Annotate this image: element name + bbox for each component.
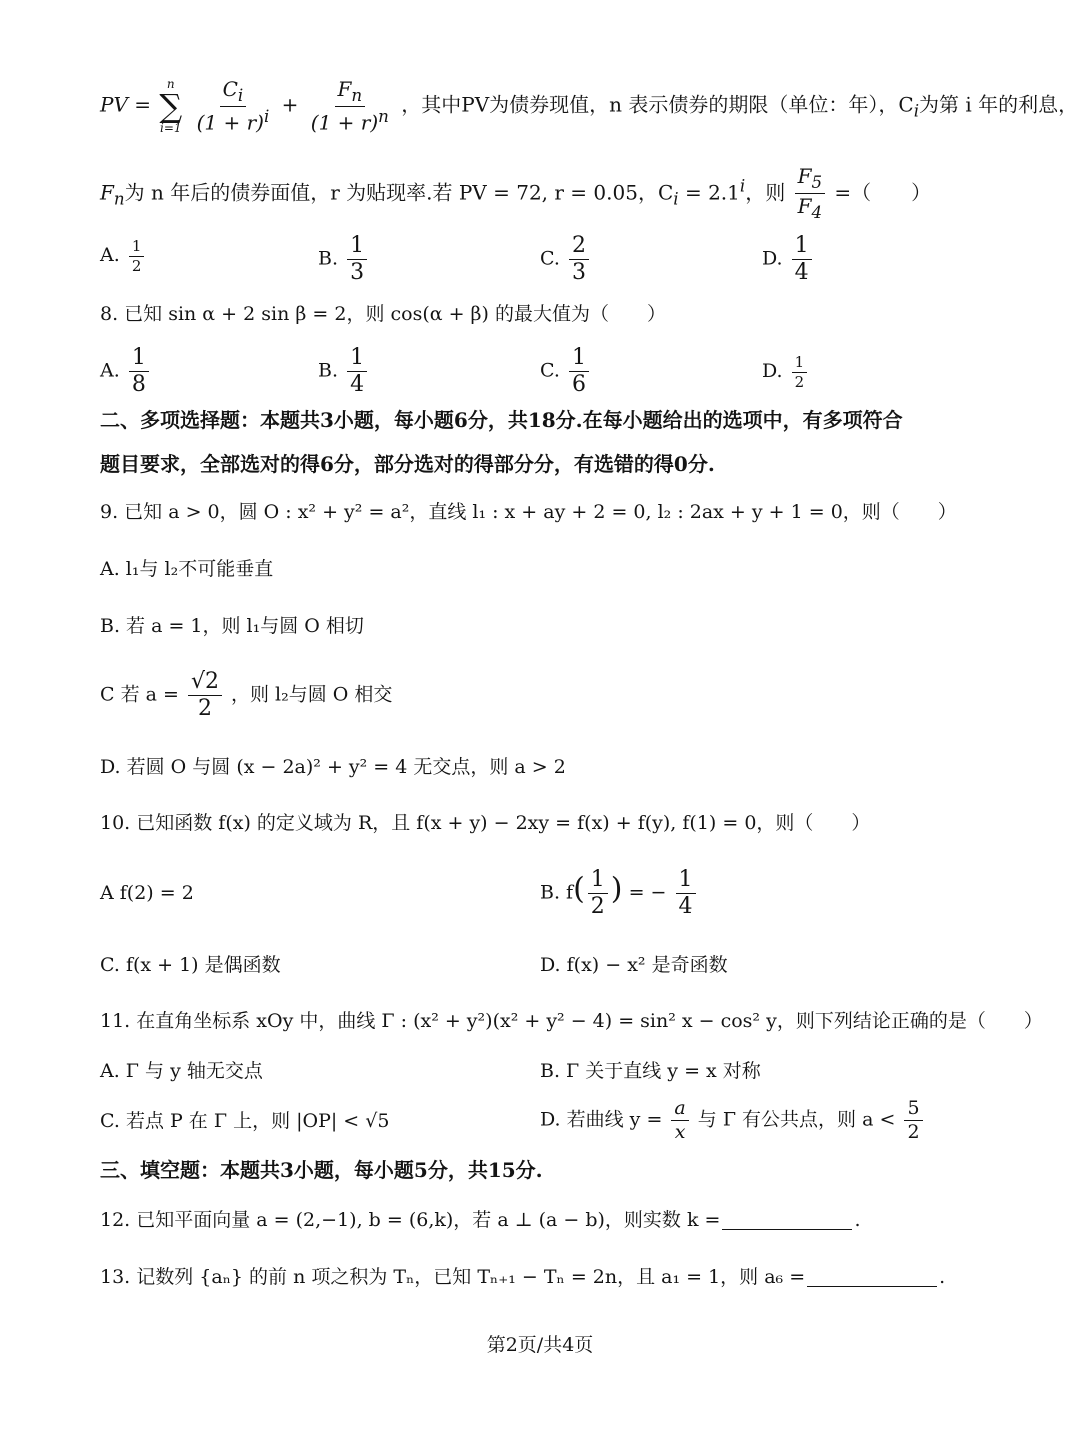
- q7-desc-line: $F_n$为 n 年后的债券面值，r 为贴现率.若 PV = 72, r = 0.05，$C_i = 2.1^i$，则 $\frac{F_5}{F_4}$ =（ ）: [100, 164, 932, 223]
- face-value-fraction: $\frac{F_n}{(1 + r)^n}$: [310, 77, 389, 135]
- q8-option-d[interactable]: D. $\frac{1}{2}$: [762, 354, 810, 390]
- q9-stem: 9. 已知 a > 0，圆 O : x² + y² = a²，直线 l₁ : x + ay + 2 = 0, l₂ : 2ax + y + 1 = 0，则（ ）: [100, 501, 957, 523]
- q13-answer-blank[interactable]: [807, 1268, 937, 1287]
- q11-stem: 11. 在直角坐标系 xOy 中，曲线 Γ : (x² + y²)(x² + y² − 4) = sin² x − cos² y，则下列结论正确的是（ ）: [100, 1010, 1043, 1032]
- q7-option-b[interactable]: B. $\frac{1}{3}$: [318, 234, 370, 285]
- q12-answer-blank[interactable]: [722, 1211, 852, 1230]
- q9-option-a[interactable]: A. l₁与 l₂不可能垂直: [100, 558, 274, 580]
- q8-option-a[interactable]: A. $\frac{1}{8}$: [100, 346, 152, 397]
- q11-option-d[interactable]: D. 若曲线 y = $\frac{a}{x}$ 与 Γ 有公共点，则 a < $\frac{5}{2}$: [540, 1098, 926, 1143]
- q7-option-d[interactable]: D. $\frac{1}{4}$: [762, 234, 815, 285]
- q7-desc-1: ，其中PV为债券现值，n 表示债券的期限（单位：年），C: [401, 92, 914, 117]
- pv-label: PV =: [100, 92, 152, 117]
- q11-option-b[interactable]: B. Γ 关于直线 y = x 对称: [540, 1060, 761, 1082]
- q10-option-c[interactable]: C. f(x + 1) 是偶函数: [100, 954, 281, 976]
- q8-stem: 8. 已知 sin α + 2 sin β = 2，则 cos(α + β) 的最大值为（ ）: [100, 303, 666, 325]
- q7-option-a[interactable]: A. $\frac{1}{2}$: [100, 238, 147, 274]
- q10-option-d[interactable]: D. f(x) − x² 是奇函数: [540, 954, 728, 976]
- q7-desc-2: 为 n 年后的债券面值，r 为贴现率.若 PV = 72, r = 0.05，C: [124, 180, 674, 205]
- q8-option-b[interactable]: B. $\frac{1}{4}$: [318, 346, 370, 397]
- q11-option-c[interactable]: C. 若点 P 在 Γ 上，则 |OP| < √5: [100, 1110, 390, 1132]
- q9-option-c[interactable]: C 若 a = $\frac{√2}{2}$ ，则 l₂与圆 O 相交: [100, 669, 393, 722]
- q9-option-b[interactable]: B. 若 a = 1，则 l₁与圆 O 相切: [100, 615, 364, 637]
- q10-option-a[interactable]: A f(2) = 2: [100, 882, 194, 904]
- coupon-fraction: $\frac{C_i}{(1 + r)^i}$: [196, 77, 270, 135]
- q8-option-c[interactable]: C. $\frac{1}{6}$: [540, 346, 592, 397]
- section-2-instructions: 题目要求，全部选对的得6分，部分选对的得部分分，有选错的得0分.: [100, 452, 715, 476]
- sum-sign: n ∑ i=1: [159, 77, 183, 135]
- q10-option-b[interactable]: B. f( $\frac{1}{2}$ ) = − $\frac{1}{4}$: [540, 868, 699, 919]
- ratio-fraction: $\frac{F_5}{F_4}$: [795, 165, 826, 223]
- q9-option-d[interactable]: D. 若圆 O 与圆 (x − 2a)² + y² = 4 无交点，则 a > 2: [100, 756, 566, 778]
- q7-option-c[interactable]: C. $\frac{2}{3}$: [540, 234, 592, 285]
- page-number: 第2页/共4页: [486, 1334, 594, 1356]
- q11-option-a[interactable]: A. Γ 与 y 轴无交点: [100, 1060, 263, 1082]
- section-3-heading: 三、填空题：本题共3小题，每小题5分，共15分.: [100, 1158, 543, 1182]
- q12-stem: 12. 已知平面向量 a = (2,−1), b = (6,k)，若 a ⊥ (a − b)，则实数 k = .: [100, 1209, 861, 1231]
- q10-stem: 10. 已知函数 f(x) 的定义域为 R，且 f(x + y) − 2xy = f(x) + f(y), f(1) = 0，则（ ）: [100, 812, 871, 834]
- q13-stem: 13. 记数列 {aₙ} 的前 n 项之积为 Tₙ，已知 Tₙ₊₁ − Tₙ = 2n，且 a₁ = 1，则 a₆ = .: [100, 1266, 946, 1288]
- section-2-heading: 二、多项选择题：本题共3小题，每小题6分，共18分.在每小题给出的选项中，有多项符合: [100, 408, 903, 432]
- q7-formula-line: PV = n ∑ i=1 $\frac{C_i}{(1 + r)^i}$ + $\frac{F_n}{(1 + r)^n}$ ，其中PV为债券现值，n 表示债券的期限（单位：年），$C_i$为第 i 年的利息，: [100, 77, 1079, 135]
